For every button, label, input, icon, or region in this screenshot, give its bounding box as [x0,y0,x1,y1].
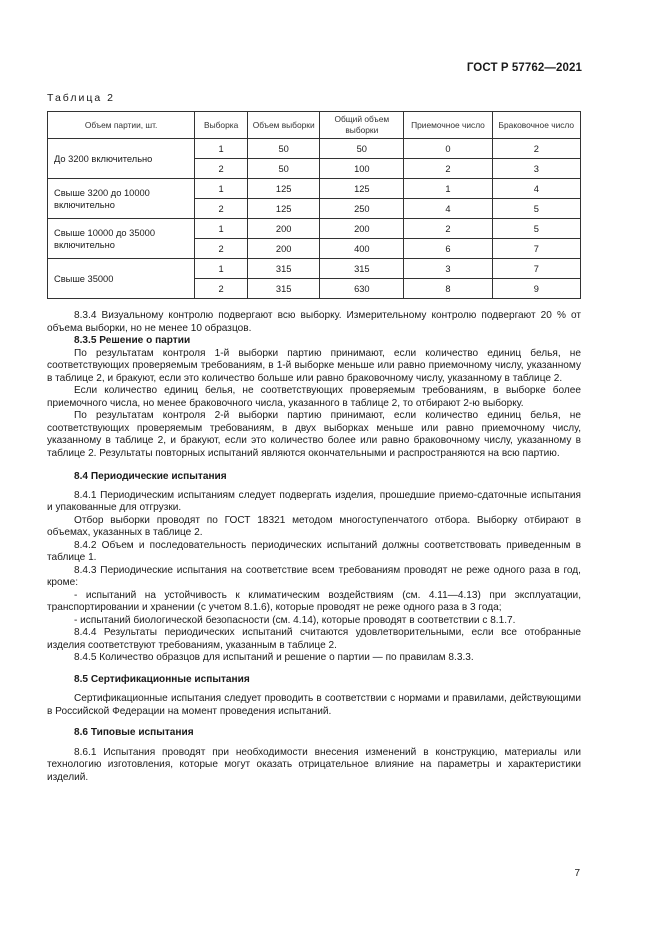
cell-reject: 5 [492,199,580,219]
cell-sample: 1 [195,139,248,159]
paragraph-8-5: Сертификационные испытания следует проводить в соответствии с нормами и правилами, действующими в Российской Федерации на момент проведения испытаний. [47,693,581,717]
cell-reject: 2 [492,139,580,159]
cell-sample: 2 [195,199,248,219]
paragraph-8-6-1: 8.6.1 Испытания проводят при необходимости внесения изменений в конструкцию, материалы или технологию изготовления, которые могут оказать отрицательное влияние на параметры и характеристики изделий. [47,746,581,783]
col-header-accept: Приемочное число [404,112,492,139]
cell-reject: 7 [492,239,580,259]
table-row [48,219,581,239]
col-header-party: Объем партии, шт. [48,112,195,139]
heading-8-6: 8.6 Типовые испытания [74,727,194,738]
cell-sample-size: 50 [248,159,320,179]
paragraph-8-4-2: 8.4.2 Объем и последовательность периодических испытаний должны соответствовать приведенным в таблице 1. [47,539,581,563]
paragraph-8-3-5-c: По результатам контроля 2-й выборки партию принимают, если количество единиц белья, не соответствующих проверяемым требованиям, в двух выборках меньше или равно приемочному числу, указанному в таблице 2, и бракуют, если это количество более или равно браковочному числу, указанному в таблице 2. Результаты повторных испытаний являются окончательными и распространяются на всю партию. [47,410,581,459]
list-item-biological: - испытаний биологической безопасности (см. 4.14), которые проводят в соответствии с 8.1.7. [74,614,516,626]
cell-accept: 6 [404,239,492,259]
cell-total-size: 200 [320,219,404,239]
paragraph-8-4-1-b: Отбор выборки проводят по ГОСТ 18321 методом многоступенчатого отбора. Выборку отбирают в объемах, указанных в таблице 2. [47,514,581,538]
table-caption: Таблица 2 [47,92,115,104]
cell-reject: 4 [492,179,580,199]
heading-8-4: 8.4 Периодические испытания [74,471,227,482]
cell-sample-size: 315 [248,259,320,279]
table-row [48,139,581,159]
cell-total-size: 125 [320,179,404,199]
cell-party: Свыше 10000 до 35000 включительно [48,219,195,259]
paragraph-8-4-1: 8.4.1 Периодическим испытаниям следует подвергать изделия, прошедшие приемо-сдаточные испытания и упакованные для отгрузки. [47,489,581,513]
cell-sample: 1 [195,259,248,279]
cell-reject: 3 [492,159,580,179]
page-number: 7 [574,868,580,879]
cell-total-size: 630 [320,279,404,299]
cell-party: Свыше 35000 [48,259,195,299]
paragraph-8-4-4: 8.4.4 Результаты периодических испытаний считаются удовлетворительными, если все отобранные изделия соответствуют требованиям, указанным в таблице 2. [47,627,581,651]
heading-8-5: 8.5 Сертификационные испытания [74,673,250,685]
paragraph-8-3-4: 8.3.4 Визуальному контролю подвергают всю выборку. Измерительному контролю подвергают 20 % от объема выборки, но не менее 10 образцов. [47,310,581,334]
cell-total-size: 315 [320,259,404,279]
cell-party: Свыше 3200 до 10000 включительно [48,179,195,219]
cell-accept: 1 [404,179,492,199]
cell-total-size: 100 [320,159,404,179]
paragraph-8-4-5: 8.4.5 Количество образцов для испытаний и решение о партии — по правилам 8.3.3. [74,652,474,663]
cell-reject: 9 [492,279,580,299]
cell-sample-size: 125 [248,199,320,219]
cell-accept: 2 [404,219,492,239]
cell-sample: 1 [195,179,248,199]
sampling-table [47,111,581,299]
body-text [47,310,581,784]
paragraph-8-3-5-a: По результатам контроля 1-й выборки партию принимают, если количество единиц белья, не соответствующих проверяемым требованиям, в 1-й выборке меньше или равно приемочному числу, указанному в таблице 2, и бракуют, если это количество больше или равно браковочному числу, указанному в таблице 2. [47,347,581,384]
cell-sample: 2 [195,159,248,179]
cell-sample: 2 [195,239,248,259]
col-header-total-size: Общий объем выборки [320,112,404,139]
cell-total-size: 400 [320,239,404,259]
cell-sample-size: 200 [248,239,320,259]
cell-sample-size: 200 [248,219,320,239]
cell-sample-size: 125 [248,179,320,199]
table-row [48,259,581,279]
cell-sample-size: 50 [248,139,320,159]
cell-sample: 1 [195,219,248,239]
col-header-sample-size: Объем выборки [248,112,320,139]
col-header-sample: Выборка [195,112,248,139]
col-header-reject: Браковочное число [492,112,580,139]
cell-total-size: 50 [320,139,404,159]
cell-sample: 2 [195,279,248,299]
paragraph-8-4-3: 8.4.3 Периодические испытания на соответствие всем требованиям проводят не реже одного раза в год, кроме: [47,564,581,588]
cell-accept: 3 [404,259,492,279]
standard-header: ГОСТ Р 57762—2021 [466,62,582,74]
list-item-climatic: - испытаний на устойчивость к климатическим воздействиям (см. 4.11—4.13) при эксплуатации, транспортировании и хранении (с учетом 8.1.6), которые проводят не реже одного раза в 3 года; [47,589,581,613]
cell-reject: 7 [492,259,580,279]
paragraph-8-3-5-b: Если количество единиц белья, не соответствующих проверяемым требованиям, в выборке более приемочного числа, но менее браковочного числа, указанного в таблице 2, то отбирают 2-ю выборку. [47,385,581,409]
cell-accept: 4 [404,199,492,219]
cell-sample-size: 315 [248,279,320,299]
cell-total-size: 250 [320,199,404,219]
cell-accept: 2 [404,159,492,179]
table-row [48,179,581,199]
cell-accept: 8 [404,279,492,299]
cell-reject: 5 [492,219,580,239]
heading-8-3-5: 8.3.5 Решение о партии [74,335,191,346]
cell-party: До 3200 включительно [48,139,195,179]
cell-accept: 0 [404,139,492,159]
